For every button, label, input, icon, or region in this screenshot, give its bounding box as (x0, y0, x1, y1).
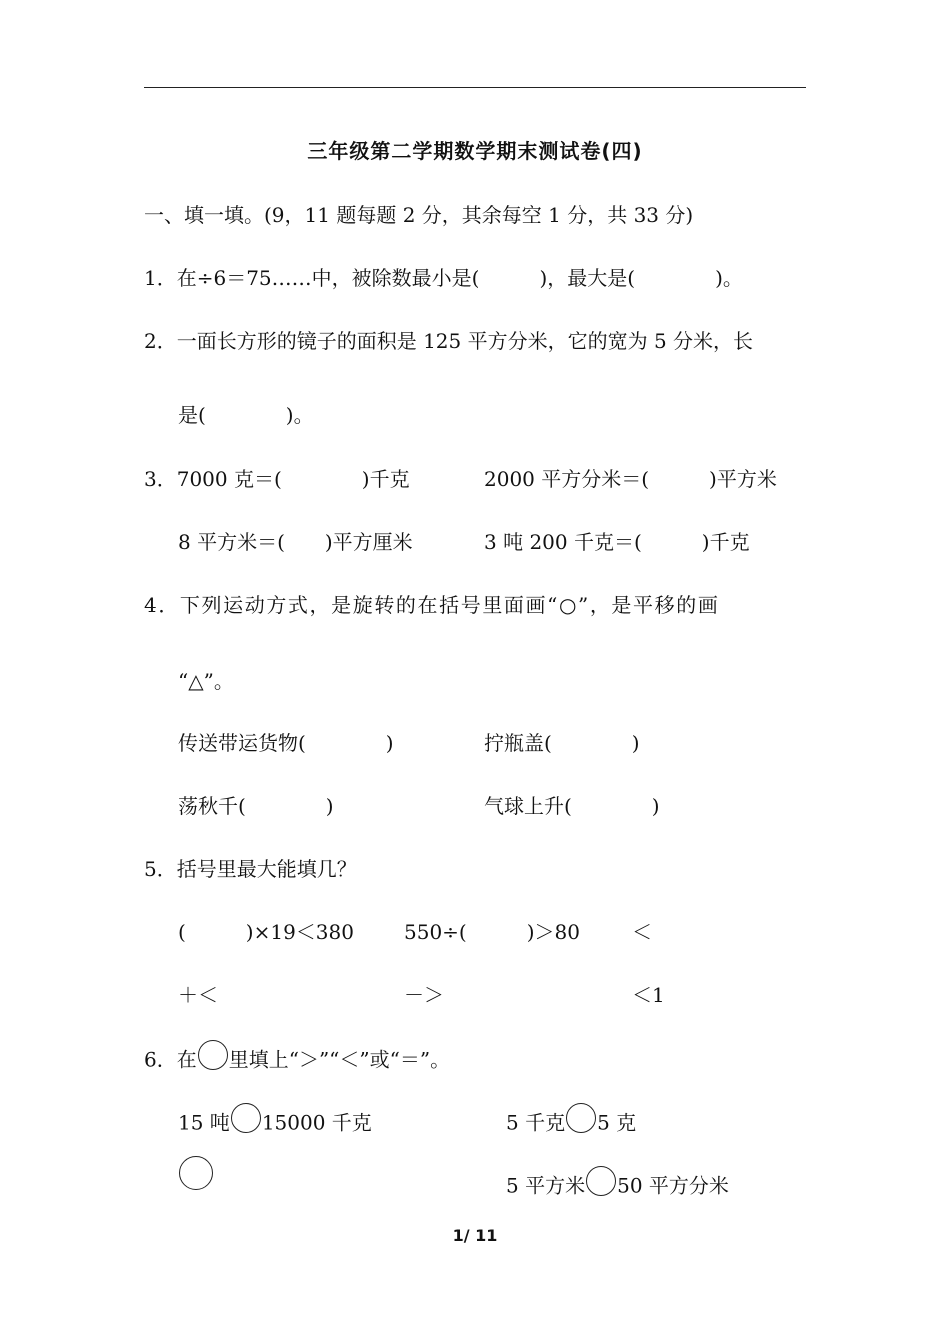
compare-left: 15 吨 (178, 1110, 230, 1135)
compare-right: 15000 千克 (261, 1110, 372, 1135)
question-6-prefix: 6．在 (144, 1047, 197, 1072)
answer-circle-icon (179, 1156, 213, 1190)
question-2-line-1: 2．一面长方形的镜子的面积是 125 平方分米，它的宽为 5 分米，长 (144, 329, 754, 353)
question-3-item-3: 8 平方米＝( )平方厘米 (178, 530, 413, 554)
question-5-item-4: ＋＜ (178, 983, 218, 1007)
question-4-line-1: 4．下列运动方式，是旋转的在括号里面画“○”，是平移的画 (144, 593, 720, 617)
question-5-item-5: －＞ (404, 983, 444, 1007)
question-1: 1．在÷6＝75……中，被除数最小是( )，最大是( )。 (144, 266, 743, 290)
question-6 (144, 1046, 450, 1076)
question-5-item-2: 550÷( )＞80 (404, 920, 580, 944)
answer-circle-icon (566, 1103, 596, 1133)
question-3-item-4: 3 吨 200 千克＝( )千克 (484, 530, 750, 554)
question-6-suffix: 里填上“＞”“＜”或“＝”。 (228, 1047, 451, 1072)
question-4-item-1: 传送带运货物( ) (178, 731, 394, 755)
question-4-item-3: 荡秋千( ) (178, 794, 334, 818)
compare-right: 5 克 (597, 1110, 637, 1135)
page-number: 1/ 11 (452, 1226, 498, 1245)
header-rule (144, 87, 806, 88)
question-3-item-2: 2000 平方分米＝( )平方米 (484, 467, 777, 491)
answer-circle-icon (586, 1166, 616, 1196)
question-5: 5．括号里最大能填几？ (144, 857, 357, 881)
section-heading: 一、填一填。(9，11 题每题 2 分，其余每空 1 分，共 33 分) (144, 203, 694, 227)
question-5-item-3: ＜ (632, 920, 652, 944)
compare-left: 5 千克 (506, 1110, 566, 1135)
question-2-line-2: 是( )。 (178, 403, 314, 427)
question-3-item-1: 3．7000 克＝( )千克 (144, 467, 410, 491)
answer-circle-icon (231, 1103, 261, 1133)
question-4-item-4: 气球上升( ) (484, 794, 660, 818)
question-6-item-2 (506, 1109, 636, 1139)
compare-right: 50 平方分米 (617, 1173, 729, 1198)
question-6-item-1 (178, 1109, 372, 1139)
question-6-item-3 (178, 1158, 214, 1192)
compare-left: 5 平方米 (506, 1173, 586, 1198)
question-4-item-2: 拧瓶盖( ) (484, 731, 640, 755)
question-5-item-1: ( )×19＜380 (178, 920, 354, 944)
answer-circle-icon (198, 1040, 228, 1070)
question-4-line-2: “△”。 (178, 669, 234, 693)
question-6-item-4 (506, 1172, 729, 1202)
exam-title: 三年级第二学期数学期末测试卷(四) (307, 139, 643, 163)
question-5-item-6: ＜1 (632, 983, 665, 1007)
